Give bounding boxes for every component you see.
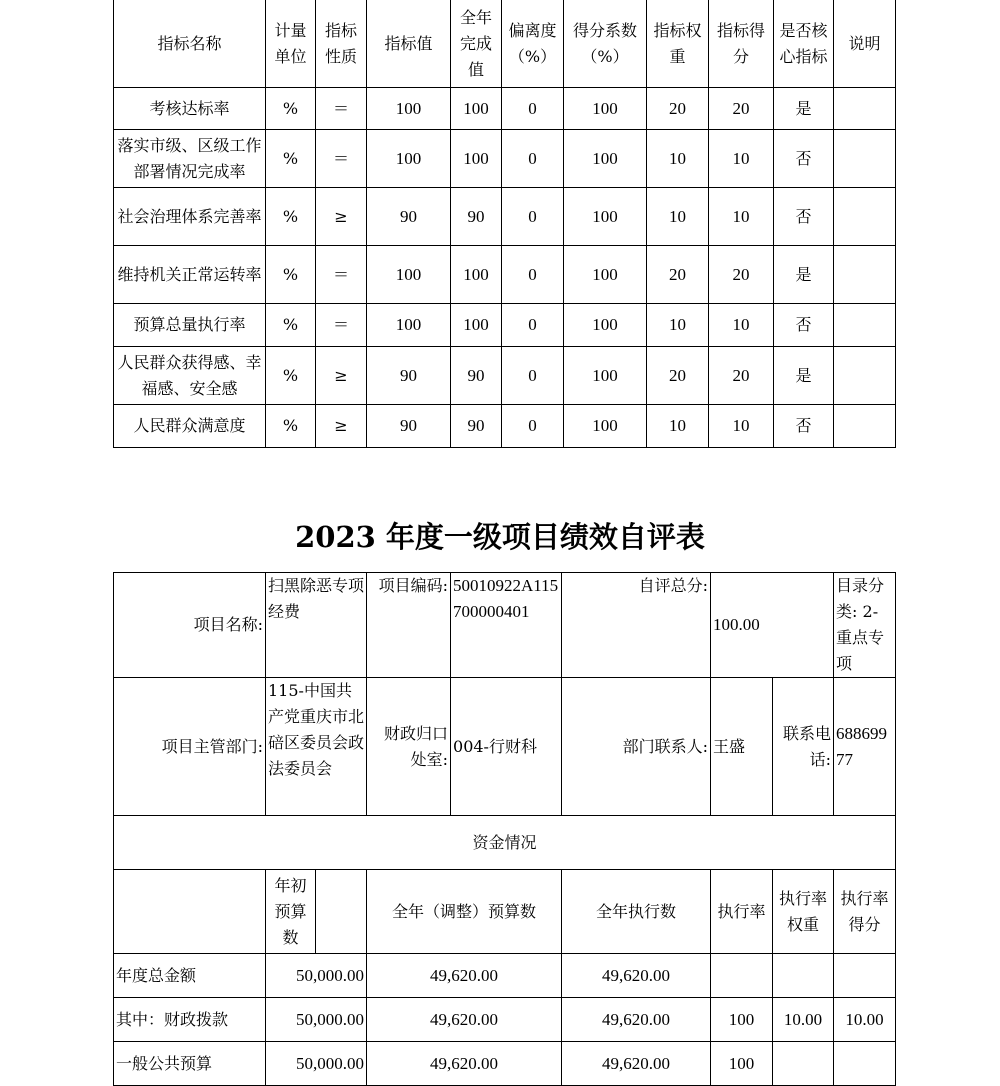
indicator-actual: 100 [451,246,502,304]
category-label: 目录分类: [836,576,885,621]
self-score-value: 100.00 [711,573,834,678]
indicator-coef: 100 [564,347,647,405]
page-title: 2023 年度一级项目绩效自评表 [295,520,705,554]
indicator-core: 否 [774,405,834,448]
indicator-deviation: 0 [502,304,564,347]
funds-header-rate-score: 执行率得分 [834,870,896,954]
contact-value: 王盛 [711,678,773,816]
indicator-coef: 100 [564,88,647,130]
project-name-value: 扫黑除恶专项经费 [266,573,367,678]
indicator-name: 预算总量执行率 [114,304,266,347]
table-row [114,130,896,188]
indicator-name: 人民群众满意度 [114,405,266,448]
project-code-label: 项目编码: [367,573,451,678]
indicator-note [834,188,896,246]
indicator-weight: 10 [647,130,709,188]
funds-adjusted: 49,620.00 [367,1042,562,1086]
indicator-nature: ≥ [316,405,367,448]
funds-rate-weight: 10.00 [773,998,834,1042]
indicator-note [834,304,896,347]
indicator-nature: ≥ [316,188,367,246]
indicator-actual: 100 [451,88,502,130]
header-weight: 指标权重 [647,0,709,88]
indicator-score: 10 [709,130,774,188]
project-row-2 [114,678,896,816]
table-row [114,954,896,998]
header-target: 指标值 [367,0,451,88]
indicator-core: 是 [774,246,834,304]
header-nature: 指标性质 [316,0,367,88]
indicator-core: 否 [774,188,834,246]
indicator-deviation: 0 [502,246,564,304]
funds-rate-score: 10.00 [834,998,896,1042]
indicator-name: 落实市级、区级工作部署情况完成率 [114,130,266,188]
funds-adjusted: 49,620.00 [367,998,562,1042]
indicator-name: 考核达标率 [114,88,266,130]
indicator-actual: 100 [451,130,502,188]
indicator-name: 社会治理体系完善率 [114,188,266,246]
funds-adjusted: 49,620.00 [367,954,562,998]
indicator-deviation: 0 [502,188,564,246]
funds-rate [711,954,773,998]
indicator-deviation: 0 [502,405,564,448]
indicator-target: 100 [367,88,451,130]
self-score-label: 自评总分: [562,573,711,678]
funds-rate: 100 [711,1042,773,1086]
project-code-value: 50010922A115700000401 [451,573,562,678]
indicator-actual: 90 [451,347,502,405]
header-unit: 计量单位 [266,0,316,88]
indicator-nature: ≥ [316,347,367,405]
indicator-target: 100 [367,304,451,347]
indicator-actual: 100 [451,304,502,347]
dept-label: 项目主管部门: [114,678,266,816]
indicator-target: 90 [367,347,451,405]
funds-header-blank-2 [316,870,367,954]
contact-label: 部门联系人: [562,678,711,816]
indicator-weight: 20 [647,88,709,130]
funds-header-initial: 年初预算数 [266,870,316,954]
indicator-note [834,246,896,304]
header-core: 是否核心指标 [774,0,834,88]
finance-label: 财政归口处室: [367,678,451,816]
funds-rate-weight [773,954,834,998]
indicator-score: 10 [709,304,774,347]
indicator-score: 10 [709,405,774,448]
phone-label: 联系电话: [773,678,834,816]
project-table [113,572,896,1086]
indicator-score: 10 [709,188,774,246]
indicator-unit: % [266,130,316,188]
funds-header-row [114,870,896,954]
indicator-name: 人民群众获得感、幸福感、安全感 [114,347,266,405]
header-coef: 得分系数（%） [564,0,647,88]
indicator-unit: % [266,304,316,347]
indicator-note [834,405,896,448]
category-cell [834,573,896,678]
funds-header-rate: 执行率 [711,870,773,954]
indicator-note [834,130,896,188]
funds-rate-score [834,954,896,998]
indicator-note [834,88,896,130]
header-actual: 全年完成值 [451,0,502,88]
indicator-nature: ＝ [316,88,367,130]
indicator-weight: 10 [647,188,709,246]
indicator-core: 否 [774,304,834,347]
indicator-target: 90 [367,405,451,448]
funds-rate: 100 [711,998,773,1042]
funds-rate-score [834,1042,896,1086]
funds-row-label: 年度总金额 [114,954,266,998]
funds-executed: 49,620.00 [562,1042,711,1086]
funds-initial: 50,000.00 [266,998,367,1042]
table-row [114,304,896,347]
funds-row-label: 一般公共预算 [114,1042,266,1086]
indicator-deviation: 0 [502,130,564,188]
indicator-target: 90 [367,188,451,246]
indicator-deviation: 0 [502,88,564,130]
indicator-nature: ＝ [316,304,367,347]
funds-executed: 49,620.00 [562,998,711,1042]
project-name-label: 项目名称: [114,573,266,678]
indicator-name: 维持机关正常运转率 [114,246,266,304]
funds-section-row [114,816,896,870]
indicator-unit: % [266,88,316,130]
phone-value: 68869977 [834,678,896,816]
header-note: 说明 [834,0,896,88]
funds-executed: 49,620.00 [562,954,711,998]
funds-header-adjusted: 全年（调整）预算数 [367,870,562,954]
indicator-actual: 90 [451,405,502,448]
table-row [114,88,896,130]
indicator-nature: ＝ [316,130,367,188]
funds-rate-weight [773,1042,834,1086]
funds-initial: 50,000.00 [266,954,367,998]
indicator-coef: 100 [564,246,647,304]
indicator-unit: % [266,188,316,246]
header-deviation: 偏离度（%） [502,0,564,88]
header-score: 指标得分 [709,0,774,88]
indicator-core: 是 [774,88,834,130]
indicator-note [834,347,896,405]
funds-section-title: 资金情况 [114,816,896,870]
indicator-weight: 20 [647,246,709,304]
indicator-score: 20 [709,88,774,130]
header-indicator-name: 指标名称 [114,0,266,88]
indicator-nature: ＝ [316,246,367,304]
indicator-header-row [114,0,896,88]
category-value: 2-重点专项 [836,602,885,673]
indicator-coef: 100 [564,405,647,448]
table-row [114,1042,896,1086]
indicator-table [113,0,896,448]
table-row [114,998,896,1042]
indicator-deviation: 0 [502,347,564,405]
indicator-actual: 90 [451,188,502,246]
indicator-coef: 100 [564,304,647,347]
funds-initial: 50,000.00 [266,1042,367,1086]
indicator-target: 100 [367,130,451,188]
project-row-1 [114,573,896,678]
indicator-weight: 10 [647,304,709,347]
funds-header-executed: 全年执行数 [562,870,711,954]
indicator-core: 是 [774,347,834,405]
funds-header-rate-weight: 执行率权重 [773,870,834,954]
dept-value: 115-中国共产党重庆市北碚区委员会政法委员会 [266,678,367,816]
indicator-score: 20 [709,246,774,304]
table-row [114,347,896,405]
indicator-unit: % [266,246,316,304]
indicator-target: 100 [367,246,451,304]
indicator-coef: 100 [564,188,647,246]
table-row [114,405,896,448]
indicator-unit: % [266,347,316,405]
indicator-weight: 10 [647,405,709,448]
finance-value: 004-行财科 [451,678,562,816]
table-row [114,246,896,304]
indicator-core: 否 [774,130,834,188]
indicator-coef: 100 [564,130,647,188]
table-row [114,188,896,246]
funds-header-blank [114,870,266,954]
indicator-score: 20 [709,347,774,405]
indicator-unit: % [266,405,316,448]
indicator-weight: 20 [647,347,709,405]
funds-row-label: 其中：财政拨款 [114,998,266,1042]
